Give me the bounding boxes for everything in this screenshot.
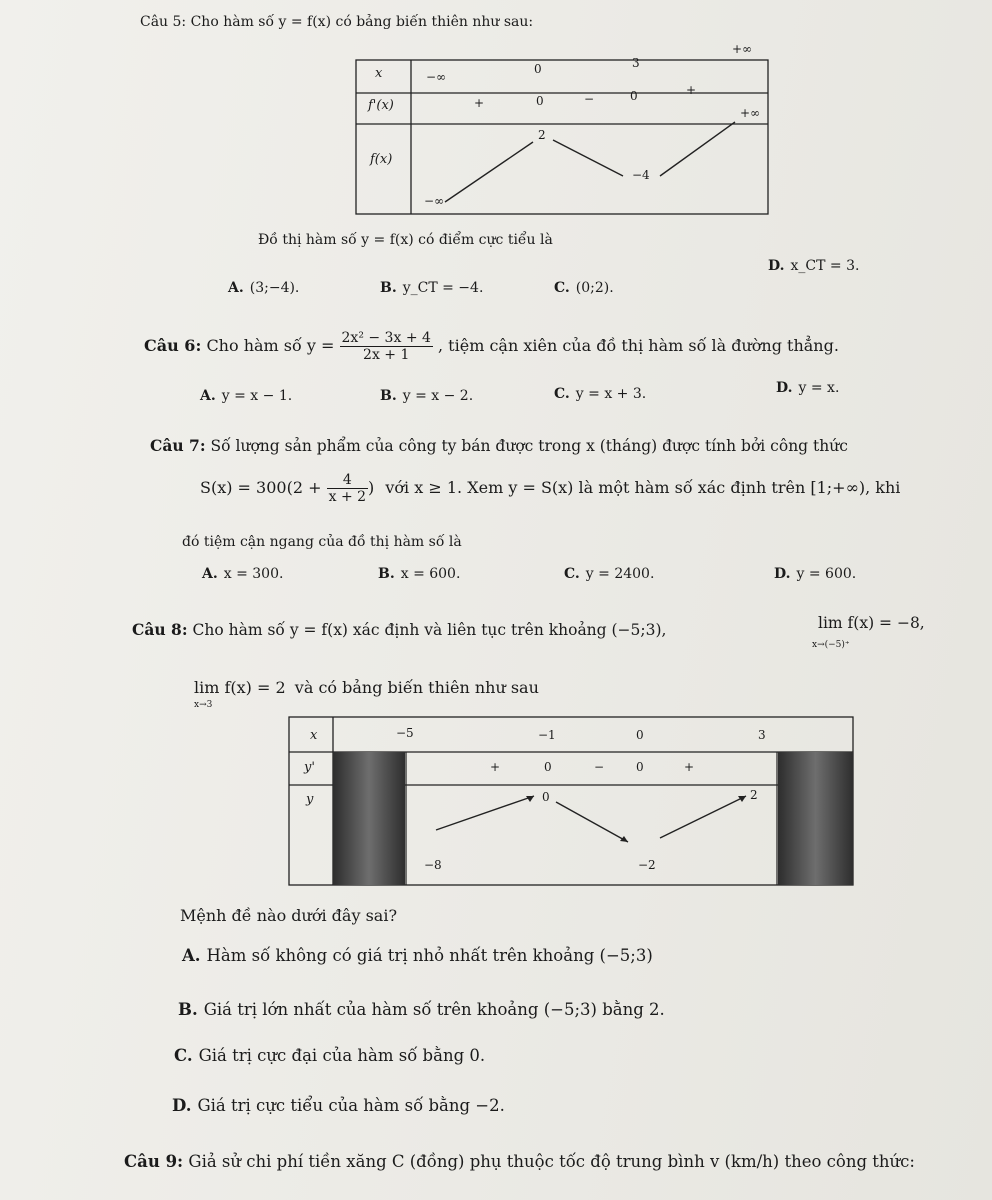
q5-x-neg-inf: −∞ [426, 70, 447, 84]
q5-row-fp: f'(x) [368, 98, 394, 113]
q5-header: Câu 5: Cho hàm số y = f(x) có bảng biến thiên như sau: [140, 14, 534, 30]
q7-option-b[interactable]: B. x = 600. [378, 566, 461, 582]
q5-f-neg-inf: −∞ [424, 194, 445, 208]
q8-sign-2: − [594, 760, 605, 774]
q5-option-b[interactable]: B. y_CT = −4. [380, 280, 484, 296]
q8-variation-table [288, 716, 856, 888]
q8-y-max: 0 [542, 790, 550, 804]
q8-x-neg1: −1 [538, 728, 556, 742]
q7-option-d[interactable]: D. y = 600. [774, 566, 857, 582]
q7-line2: S(x) = 300(2 + $\frac{4}{x + 2}$ ) với x ≥ 1. Xem y = S(x) là một hàm số xác định trên [1;+∞), khi [200, 472, 901, 505]
q8-y-min: −2 [638, 858, 656, 872]
q5-sign-2: − [584, 92, 595, 106]
q8-row-y: y [306, 792, 314, 807]
q8-row-x: x [310, 728, 318, 743]
q8-x-3: 3 [758, 728, 766, 742]
q7-option-c[interactable]: C. y = 2400. [564, 566, 655, 582]
q5-option-c[interactable]: C. (0;2). [554, 280, 614, 296]
q5-option-a[interactable]: A. (3;−4). [228, 280, 300, 296]
q5-variation-table [355, 36, 770, 216]
q5-f-max: 2 [538, 128, 546, 142]
q6-label: Câu 6: [144, 336, 202, 355]
q6-option-b[interactable]: B. y = x − 2. [380, 388, 474, 404]
q6-fraction: $\frac{\text{2x² − 3x + 4}}{2x + 1}$ [341, 330, 431, 363]
q8-limit-1: lim f(x) = −8, [818, 614, 925, 632]
q6-option-d[interactable]: D. y = x. [776, 380, 840, 396]
q5-option-d[interactable]: D. x_CT = 3. [768, 258, 860, 274]
q8-option-b[interactable]: B. Giá trị lớn nhất của hàm số trên khoảng (−5;3) bằng 2. [178, 1000, 665, 1019]
q8-line2: lim f(x) = 2 và có bảng biến thiên như sau [194, 678, 539, 697]
q8-y-right: 2 [750, 788, 758, 802]
q8-sign-3: + [684, 760, 695, 774]
q8-limit-2-sub: x→3 [194, 700, 213, 710]
q5-sign-zero-2: 0 [630, 89, 638, 103]
q6-statement: Câu 6: Cho hàm số y = $\frac{\text{2x² − 3x + 4}}{2x + 1}$ , tiệm cận xiên của đồ thị hàm số là đường thẳng. [144, 330, 839, 363]
q5-row-x: x [375, 66, 383, 81]
q7-option-a[interactable]: A. x = 300. [202, 566, 284, 582]
q8-x-neg5: −5 [396, 726, 414, 740]
q8-option-d[interactable]: D. Giá trị cực tiểu của hàm số bằng −2. [172, 1096, 505, 1115]
q8-option-c[interactable]: C. Giá trị cực đại của hàm số bằng 0. [174, 1046, 486, 1065]
q5-sign-1: + [474, 96, 485, 110]
q5-f-pos-inf: +∞ [740, 106, 761, 120]
q7-fraction: $\frac{4}{x + 2}$ [328, 472, 367, 505]
q5-sign-zero-1: 0 [536, 94, 544, 108]
q6-option-a[interactable]: A. y = x − 1. [200, 388, 293, 404]
q7-line1: Câu 7: Số lượng sản phẩm của công ty bán được trong x (tháng) được tính bởi công thức [150, 436, 848, 455]
q8-sign-zero-2: 0 [636, 760, 644, 774]
q5-x-0: 0 [534, 62, 542, 76]
q8-option-a[interactable]: A. Hàm số không có giá trị nhỏ nhất trên khoảng (−5;3) [182, 946, 653, 965]
q8-x-0: 0 [636, 728, 644, 742]
q5-row-f: f(x) [370, 152, 393, 167]
q8-sign-zero-1: 0 [544, 760, 552, 774]
q7-line3: đó tiệm cận ngang của đồ thị hàm số là [182, 534, 462, 550]
q9-line: Câu 9: Giả sử chi phí tiền xăng C (đồng) phụ thuộc tốc độ trung bình v (km/h) theo công thức: [124, 1152, 915, 1171]
q8-limit-1-sub: x→(−5)⁺ [812, 640, 850, 650]
q5-x-pos-inf: +∞ [732, 42, 753, 56]
q6-option-c[interactable]: C. y = x + 3. [554, 386, 647, 402]
q5-x-3: 3 [632, 56, 640, 70]
q8-prompt: Mệnh đề nào dưới đây sai? [180, 906, 398, 925]
q8-sign-1: + [490, 760, 501, 774]
q5-sign-3: + [686, 83, 697, 97]
q8-y-left: −8 [424, 858, 442, 872]
q5-prompt: Đồ thị hàm số y = f(x) có điểm cực tiểu là [258, 232, 553, 248]
q5-f-min: −4 [632, 168, 650, 182]
q8-row-yp: y' [304, 760, 315, 775]
q8-line1: Câu 8: Cho hàm số y = f(x) xác định và liên tục trên khoảng (−5;3), [132, 620, 667, 639]
